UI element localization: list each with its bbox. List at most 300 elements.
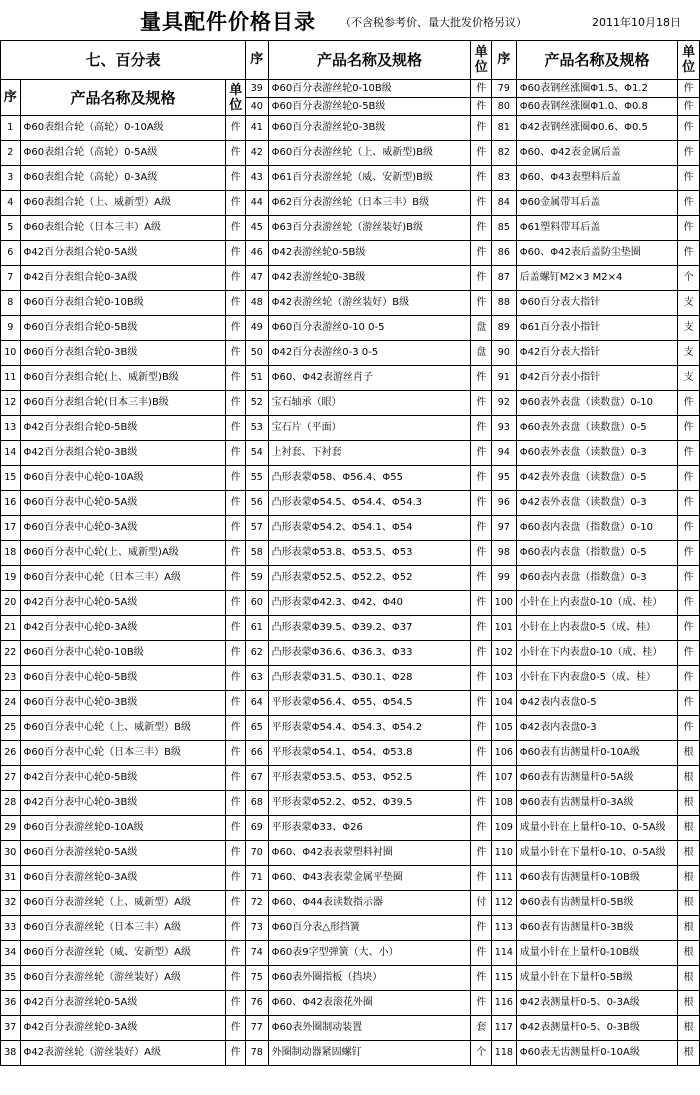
item-unit: 件	[226, 591, 246, 616]
item-unit: 根	[678, 866, 700, 891]
item-seq: 105	[492, 716, 517, 741]
item-unit: 件	[471, 116, 492, 141]
item-name: Φ60、Φ44表读数指示器	[268, 891, 471, 916]
item-seq: 50	[245, 341, 268, 366]
item-unit: 件	[678, 241, 700, 266]
item-name: Φ42表测量杆0-5、0-3A级	[516, 991, 678, 1016]
item-seq: 77	[245, 1016, 268, 1041]
item-name: Φ42百分表中心轮0-5A级	[20, 591, 226, 616]
item-name: Φ60百分表中心轮（日本三丰）A级	[20, 566, 226, 591]
item-seq: 15	[1, 466, 21, 491]
item-seq: 53	[245, 416, 268, 441]
item-unit: 件	[226, 516, 246, 541]
item-unit: 件	[471, 216, 492, 241]
page-date: 2011年10月18日	[592, 16, 681, 29]
item-seq: 5	[1, 216, 21, 241]
page-header	[0, 0, 700, 40]
item-unit: 根	[678, 1016, 700, 1041]
item-name: 凸形表蒙Φ53.8、Φ53.5、Φ53	[268, 541, 471, 566]
seq-header: 序	[1, 80, 21, 116]
table-row	[1, 816, 700, 841]
item-seq: 112	[492, 891, 517, 916]
table-row	[1, 866, 700, 891]
item-seq: 107	[492, 766, 517, 791]
item-unit: 根	[678, 991, 700, 1016]
table-row	[1, 391, 700, 416]
item-unit: 件	[471, 741, 492, 766]
item-seq: 4	[1, 191, 21, 216]
table-row	[1, 641, 700, 666]
item-unit: 件	[471, 166, 492, 191]
item-seq: 26	[1, 741, 21, 766]
item-seq: 68	[245, 791, 268, 816]
unit-header-top: 单	[682, 45, 696, 60]
item-seq: 32	[1, 891, 21, 916]
item-unit: 件	[226, 866, 246, 891]
item-seq: 106	[492, 741, 517, 766]
item-unit: 件	[226, 566, 246, 591]
item-name: Φ42百分表小指针	[516, 366, 678, 391]
table-row	[1, 541, 700, 566]
item-seq: 30	[1, 841, 21, 866]
item-seq: 79	[492, 80, 517, 98]
item-unit: 件	[226, 941, 246, 966]
item-seq: 42	[245, 141, 268, 166]
item-name: Φ60表组合轮（高轮）0-3A级	[20, 166, 226, 191]
item-unit: 件	[471, 966, 492, 991]
item-seq: 95	[492, 466, 517, 491]
item-unit: 件	[471, 616, 492, 641]
table-row	[1, 191, 700, 216]
item-unit: 件	[226, 191, 246, 216]
item-seq: 110	[492, 841, 517, 866]
item-unit: 件	[678, 166, 700, 191]
item-unit: 件	[226, 691, 246, 716]
item-seq: 58	[245, 541, 268, 566]
item-seq: 59	[245, 566, 268, 591]
item-unit: 根	[678, 841, 700, 866]
item-unit: 件	[226, 291, 246, 316]
item-name: Φ60百分表游丝轮0-10A级	[20, 816, 226, 841]
item-name: 上衬套、下衬套	[268, 441, 471, 466]
item-name: Φ61百分表游丝轮（威、安新型)B级	[268, 166, 471, 191]
item-unit: 件	[226, 666, 246, 691]
page-subtitle: （不含税参考价、量大批发价格另议）	[340, 16, 527, 29]
item-name: Φ60表外表盘（读数盘）0-3	[516, 441, 678, 466]
item-name: Φ60百分表△形挡簧	[268, 916, 471, 941]
item-unit: 支	[678, 291, 700, 316]
item-seq: 113	[492, 916, 517, 941]
item-name: Φ60百分表游丝轮（日本三丰）A级	[20, 916, 226, 941]
item-unit: 件	[226, 1041, 246, 1066]
unit-header	[226, 80, 246, 116]
item-unit: 件	[471, 266, 492, 291]
item-name: 平形表蒙Φ52.2、Φ52、Φ39.5	[268, 791, 471, 816]
item-unit: 支	[678, 341, 700, 366]
item-unit: 件	[471, 441, 492, 466]
item-seq: 90	[492, 341, 517, 366]
item-unit: 件	[678, 566, 700, 591]
item-seq: 25	[1, 716, 21, 741]
item-name: Φ42表测量杆0-5、0-3B级	[516, 1016, 678, 1041]
item-unit: 件	[471, 991, 492, 1016]
item-unit: 件	[471, 191, 492, 216]
item-unit: 件	[471, 816, 492, 841]
item-name: Φ42表内表盘0-5	[516, 691, 678, 716]
item-unit: 件	[471, 291, 492, 316]
item-seq: 57	[245, 516, 268, 541]
item-name: 小针在下内表盘0-10（成、桂）	[516, 641, 678, 666]
item-unit: 件	[226, 316, 246, 341]
item-unit: 件	[226, 616, 246, 641]
item-name: Φ60百分表游丝轮（上、威新型)B级	[268, 141, 471, 166]
unit-header-bottom: 位	[229, 97, 243, 113]
item-unit: 件	[471, 416, 492, 441]
item-unit: 件	[471, 666, 492, 691]
item-seq: 63	[245, 666, 268, 691]
item-name: Φ60百分表游丝轮0-5A级	[20, 841, 226, 866]
item-unit: 根	[678, 966, 700, 991]
item-name: Φ61塑料带耳后盖	[516, 216, 678, 241]
item-name: Φ42表游丝轮0-3B级	[268, 266, 471, 291]
item-name: 凸形表蒙Φ52.5、Φ52.2、Φ52	[268, 566, 471, 591]
item-seq: 64	[245, 691, 268, 716]
table-row	[1, 716, 700, 741]
item-seq: 102	[492, 641, 517, 666]
item-unit: 件	[226, 816, 246, 841]
table-row	[1, 441, 700, 466]
table-row	[1, 216, 700, 241]
item-seq: 97	[492, 516, 517, 541]
name-header: 产品名称及规格	[20, 80, 226, 116]
section-title: 七、百分表	[1, 41, 246, 80]
table-row	[1, 116, 700, 141]
item-unit: 盘	[471, 341, 492, 366]
item-seq: 84	[492, 191, 517, 216]
item-seq: 81	[492, 116, 517, 141]
table-row	[1, 891, 700, 916]
item-unit: 件	[226, 416, 246, 441]
item-seq: 38	[1, 1041, 21, 1066]
item-seq: 65	[245, 716, 268, 741]
item-name: Φ60表有齿测量杆0-3A级	[516, 791, 678, 816]
item-name: Φ60表9字型弹簧（大、小）	[268, 941, 471, 966]
item-name: Φ60百分表中心轮0-10B级	[20, 641, 226, 666]
item-name: Φ42百分表组合轮0-3B级	[20, 441, 226, 466]
item-seq: 56	[245, 491, 268, 516]
item-name: Φ60百分表中心轮0-10A级	[20, 466, 226, 491]
item-name: Φ60百分表组合轮(日本三丰)B级	[20, 391, 226, 416]
item-unit: 套	[471, 1016, 492, 1041]
table-row	[1, 291, 700, 316]
item-seq: 114	[492, 941, 517, 966]
item-seq: 10	[1, 341, 21, 366]
item-unit: 个	[471, 1041, 492, 1066]
item-seq: 70	[245, 841, 268, 866]
item-name: Φ60、Φ42表滚花外圈	[268, 991, 471, 1016]
item-unit: 件	[471, 691, 492, 716]
item-seq: 48	[245, 291, 268, 316]
item-name: 成量小针在下量杆0-5B级	[516, 966, 678, 991]
item-name: Φ60、Φ42表后盖防尘垫圈	[516, 241, 678, 266]
item-unit: 根	[678, 741, 700, 766]
item-seq: 39	[245, 80, 268, 98]
item-seq: 55	[245, 466, 268, 491]
item-seq: 7	[1, 266, 21, 291]
item-unit: 件	[678, 691, 700, 716]
item-unit: 个	[678, 266, 700, 291]
item-seq: 51	[245, 366, 268, 391]
item-seq: 44	[245, 191, 268, 216]
item-unit: 件	[678, 98, 700, 116]
item-unit: 件	[471, 566, 492, 591]
item-name: Φ60表钢丝涨圈Φ1.0、Φ0.8	[516, 98, 678, 116]
item-name: Φ60百分表组合轮0-3B级	[20, 341, 226, 366]
item-seq: 29	[1, 816, 21, 841]
item-name: 凸形表蒙Φ58、Φ56.4、Φ55	[268, 466, 471, 491]
item-unit: 件	[471, 391, 492, 416]
item-unit: 件	[471, 98, 492, 116]
table-row	[1, 516, 700, 541]
item-unit: 件	[678, 541, 700, 566]
item-seq: 69	[245, 816, 268, 841]
item-unit: 件	[678, 191, 700, 216]
table-row	[1, 80, 700, 98]
item-unit: 件	[226, 841, 246, 866]
table-row	[1, 1041, 700, 1066]
item-unit: 件	[226, 1016, 246, 1041]
item-name: Φ60百分表组合轮0-5B级	[20, 316, 226, 341]
item-name: 凸形表蒙Φ42.3、Φ42、Φ40	[268, 591, 471, 616]
item-name: Φ42表游丝轮（游丝装好）A级	[20, 1041, 226, 1066]
item-name: Φ42百分表游丝轮0-5A级	[20, 991, 226, 1016]
seq-header: 序	[245, 41, 268, 80]
item-unit: 根	[678, 1041, 700, 1066]
item-seq: 66	[245, 741, 268, 766]
item-seq: 86	[492, 241, 517, 266]
item-unit: 件	[678, 616, 700, 641]
item-unit: 根	[678, 941, 700, 966]
item-seq: 49	[245, 316, 268, 341]
item-seq: 82	[492, 141, 517, 166]
item-name: 平形表蒙Φ54.4、Φ54.3、Φ54.2	[268, 716, 471, 741]
item-name: Φ60表有齿测量杆0-5A级	[516, 766, 678, 791]
item-seq: 61	[245, 616, 268, 641]
item-unit: 件	[226, 366, 246, 391]
item-seq: 74	[245, 941, 268, 966]
item-name: Φ42表游丝轮0-5B级	[268, 241, 471, 266]
item-name: Φ60、Φ42表游丝肖子	[268, 366, 471, 391]
item-seq: 2	[1, 141, 21, 166]
item-unit: 件	[471, 591, 492, 616]
item-seq: 14	[1, 441, 21, 466]
item-seq: 116	[492, 991, 517, 1016]
item-name: Φ60百分表中心轮0-3B级	[20, 691, 226, 716]
unit-header-bottom: 位	[682, 60, 696, 75]
item-seq: 41	[245, 116, 268, 141]
item-seq: 108	[492, 791, 517, 816]
table-row	[1, 466, 700, 491]
unit-header	[678, 41, 700, 80]
item-name: 后盖螺钉M2×3 M2×4	[516, 266, 678, 291]
item-name: 平形表蒙Φ53.5、Φ53、Φ52.5	[268, 766, 471, 791]
item-unit: 件	[226, 341, 246, 366]
item-name: Φ60表有齿测量杆0-10A级	[516, 741, 678, 766]
item-unit: 件	[471, 641, 492, 666]
item-unit: 件	[678, 466, 700, 491]
item-name: Φ60、Φ42表表蒙塑料衬圈	[268, 841, 471, 866]
item-name: Φ60百分表中心轮(上、威新型)A级	[20, 541, 226, 566]
item-seq: 1	[1, 116, 21, 141]
item-name: Φ42百分表中心轮0-3B级	[20, 791, 226, 816]
item-unit: 件	[226, 441, 246, 466]
item-name: 凸形表蒙Φ36.6、Φ36.3、Φ33	[268, 641, 471, 666]
table-row	[1, 341, 700, 366]
item-name: Φ60、Φ42表金属后盖	[516, 141, 678, 166]
item-seq: 9	[1, 316, 21, 341]
item-unit: 件	[471, 716, 492, 741]
item-seq: 52	[245, 391, 268, 416]
item-name: Φ42表钢丝涨圈Φ0.6、Φ0.5	[516, 116, 678, 141]
item-seq: 100	[492, 591, 517, 616]
item-name: Φ42百分表组合轮0-5B级	[20, 416, 226, 441]
item-name: Φ42百分表组合轮0-3A级	[20, 266, 226, 291]
item-name: Φ60百分表组合轮0-10B级	[20, 291, 226, 316]
table-row	[1, 491, 700, 516]
item-seq: 22	[1, 641, 21, 666]
item-seq: 88	[492, 291, 517, 316]
item-unit: 件	[226, 266, 246, 291]
item-seq: 71	[245, 866, 268, 891]
item-seq: 99	[492, 566, 517, 591]
item-seq: 13	[1, 416, 21, 441]
item-name: Φ61百分表小指针	[516, 316, 678, 341]
item-name: 凸形表蒙Φ54.2、Φ54.1、Φ54	[268, 516, 471, 541]
item-seq: 8	[1, 291, 21, 316]
item-seq: 80	[492, 98, 517, 116]
item-seq: 78	[245, 1041, 268, 1066]
table-row	[1, 841, 700, 866]
item-seq: 117	[492, 1016, 517, 1041]
item-name: Φ42百分表大指针	[516, 341, 678, 366]
item-seq: 31	[1, 866, 21, 891]
item-unit: 件	[226, 116, 246, 141]
item-name: 平形表蒙Φ54.1、Φ54、Φ53.8	[268, 741, 471, 766]
item-unit: 件	[226, 766, 246, 791]
item-name: Φ60百分表中心轮0-5B级	[20, 666, 226, 691]
header-row	[1, 41, 700, 80]
item-unit: 件	[678, 666, 700, 691]
item-unit: 件	[678, 141, 700, 166]
item-seq: 67	[245, 766, 268, 791]
item-seq: 118	[492, 1041, 517, 1066]
item-seq: 76	[245, 991, 268, 1016]
item-seq: 36	[1, 991, 21, 1016]
item-seq: 103	[492, 666, 517, 691]
item-unit: 支	[678, 316, 700, 341]
item-name: Φ60百分表游丝轮0-3A级	[20, 866, 226, 891]
item-seq: 33	[1, 916, 21, 941]
item-name: 宝石轴承（眼）	[268, 391, 471, 416]
item-seq: 6	[1, 241, 21, 266]
item-unit: 件	[471, 941, 492, 966]
item-name: Φ60表外圈制动装置	[268, 1016, 471, 1041]
item-unit: 件	[471, 241, 492, 266]
item-name: 宝石片（平面）	[268, 416, 471, 441]
item-seq: 37	[1, 1016, 21, 1041]
item-unit: 件	[226, 966, 246, 991]
page-title: 量具配件价格目录	[140, 10, 316, 34]
item-name: Φ60百分表中心轮0-5A级	[20, 491, 226, 516]
item-seq: 23	[1, 666, 21, 691]
item-unit: 件	[226, 391, 246, 416]
table-row	[1, 141, 700, 166]
table-row	[1, 316, 700, 341]
item-seq: 60	[245, 591, 268, 616]
item-name: Φ60百分表大指针	[516, 291, 678, 316]
item-seq: 62	[245, 641, 268, 666]
item-name: Φ60表无齿测量杆0-10A级	[516, 1041, 678, 1066]
item-name: Φ60百分表中心轮（日本三丰）B级	[20, 741, 226, 766]
item-name: Φ60表有齿测量杆0-5B级	[516, 891, 678, 916]
item-unit: 件	[226, 716, 246, 741]
table-row	[1, 916, 700, 941]
item-unit: 根	[678, 816, 700, 841]
item-unit: 件	[471, 491, 492, 516]
item-unit: 盘	[471, 316, 492, 341]
item-seq: 94	[492, 441, 517, 466]
table-row	[1, 766, 700, 791]
item-name: Φ42表外表盘（读数盘）0-5	[516, 466, 678, 491]
item-seq: 17	[1, 516, 21, 541]
item-seq: 98	[492, 541, 517, 566]
item-unit: 根	[678, 916, 700, 941]
item-name: Φ42百分表游丝轮0-3A级	[20, 1016, 226, 1041]
item-unit: 件	[471, 766, 492, 791]
item-name: Φ60百分表游丝轮（威、安新型）A级	[20, 941, 226, 966]
item-seq: 28	[1, 791, 21, 816]
table-row	[1, 691, 700, 716]
item-unit: 件	[471, 366, 492, 391]
item-seq: 21	[1, 616, 21, 641]
item-name: Φ62百分表游丝轮（日本三丰）B级	[268, 191, 471, 216]
unit-header-top: 单	[229, 82, 243, 98]
item-name: 凸形表蒙Φ39.5、Φ39.2、Φ37	[268, 616, 471, 641]
item-seq: 47	[245, 266, 268, 291]
item-seq: 54	[245, 441, 268, 466]
item-name: Φ60百分表游丝轮0-10B级	[268, 80, 471, 98]
item-unit: 件	[226, 141, 246, 166]
name-header: 产品名称及规格	[268, 41, 471, 80]
item-unit: 件	[226, 541, 246, 566]
item-seq: 18	[1, 541, 21, 566]
item-name: Φ60表组合轮（日本三丰）A级	[20, 216, 226, 241]
table-row	[1, 666, 700, 691]
item-seq: 75	[245, 966, 268, 991]
item-name: Φ42表内表盘0-3	[516, 716, 678, 741]
item-unit: 件	[471, 791, 492, 816]
item-unit: 件	[226, 466, 246, 491]
item-seq: 46	[245, 241, 268, 266]
item-name: Φ60表钢丝涨圈Φ1.5、Φ1.2	[516, 80, 678, 98]
table-row	[1, 366, 700, 391]
item-name: 小针在下内表盘0-5（成、桂）	[516, 666, 678, 691]
table-row	[1, 166, 700, 191]
item-seq: 16	[1, 491, 21, 516]
item-unit: 件	[678, 641, 700, 666]
item-unit: 件	[471, 516, 492, 541]
name-header: 产品名称及规格	[516, 41, 678, 80]
